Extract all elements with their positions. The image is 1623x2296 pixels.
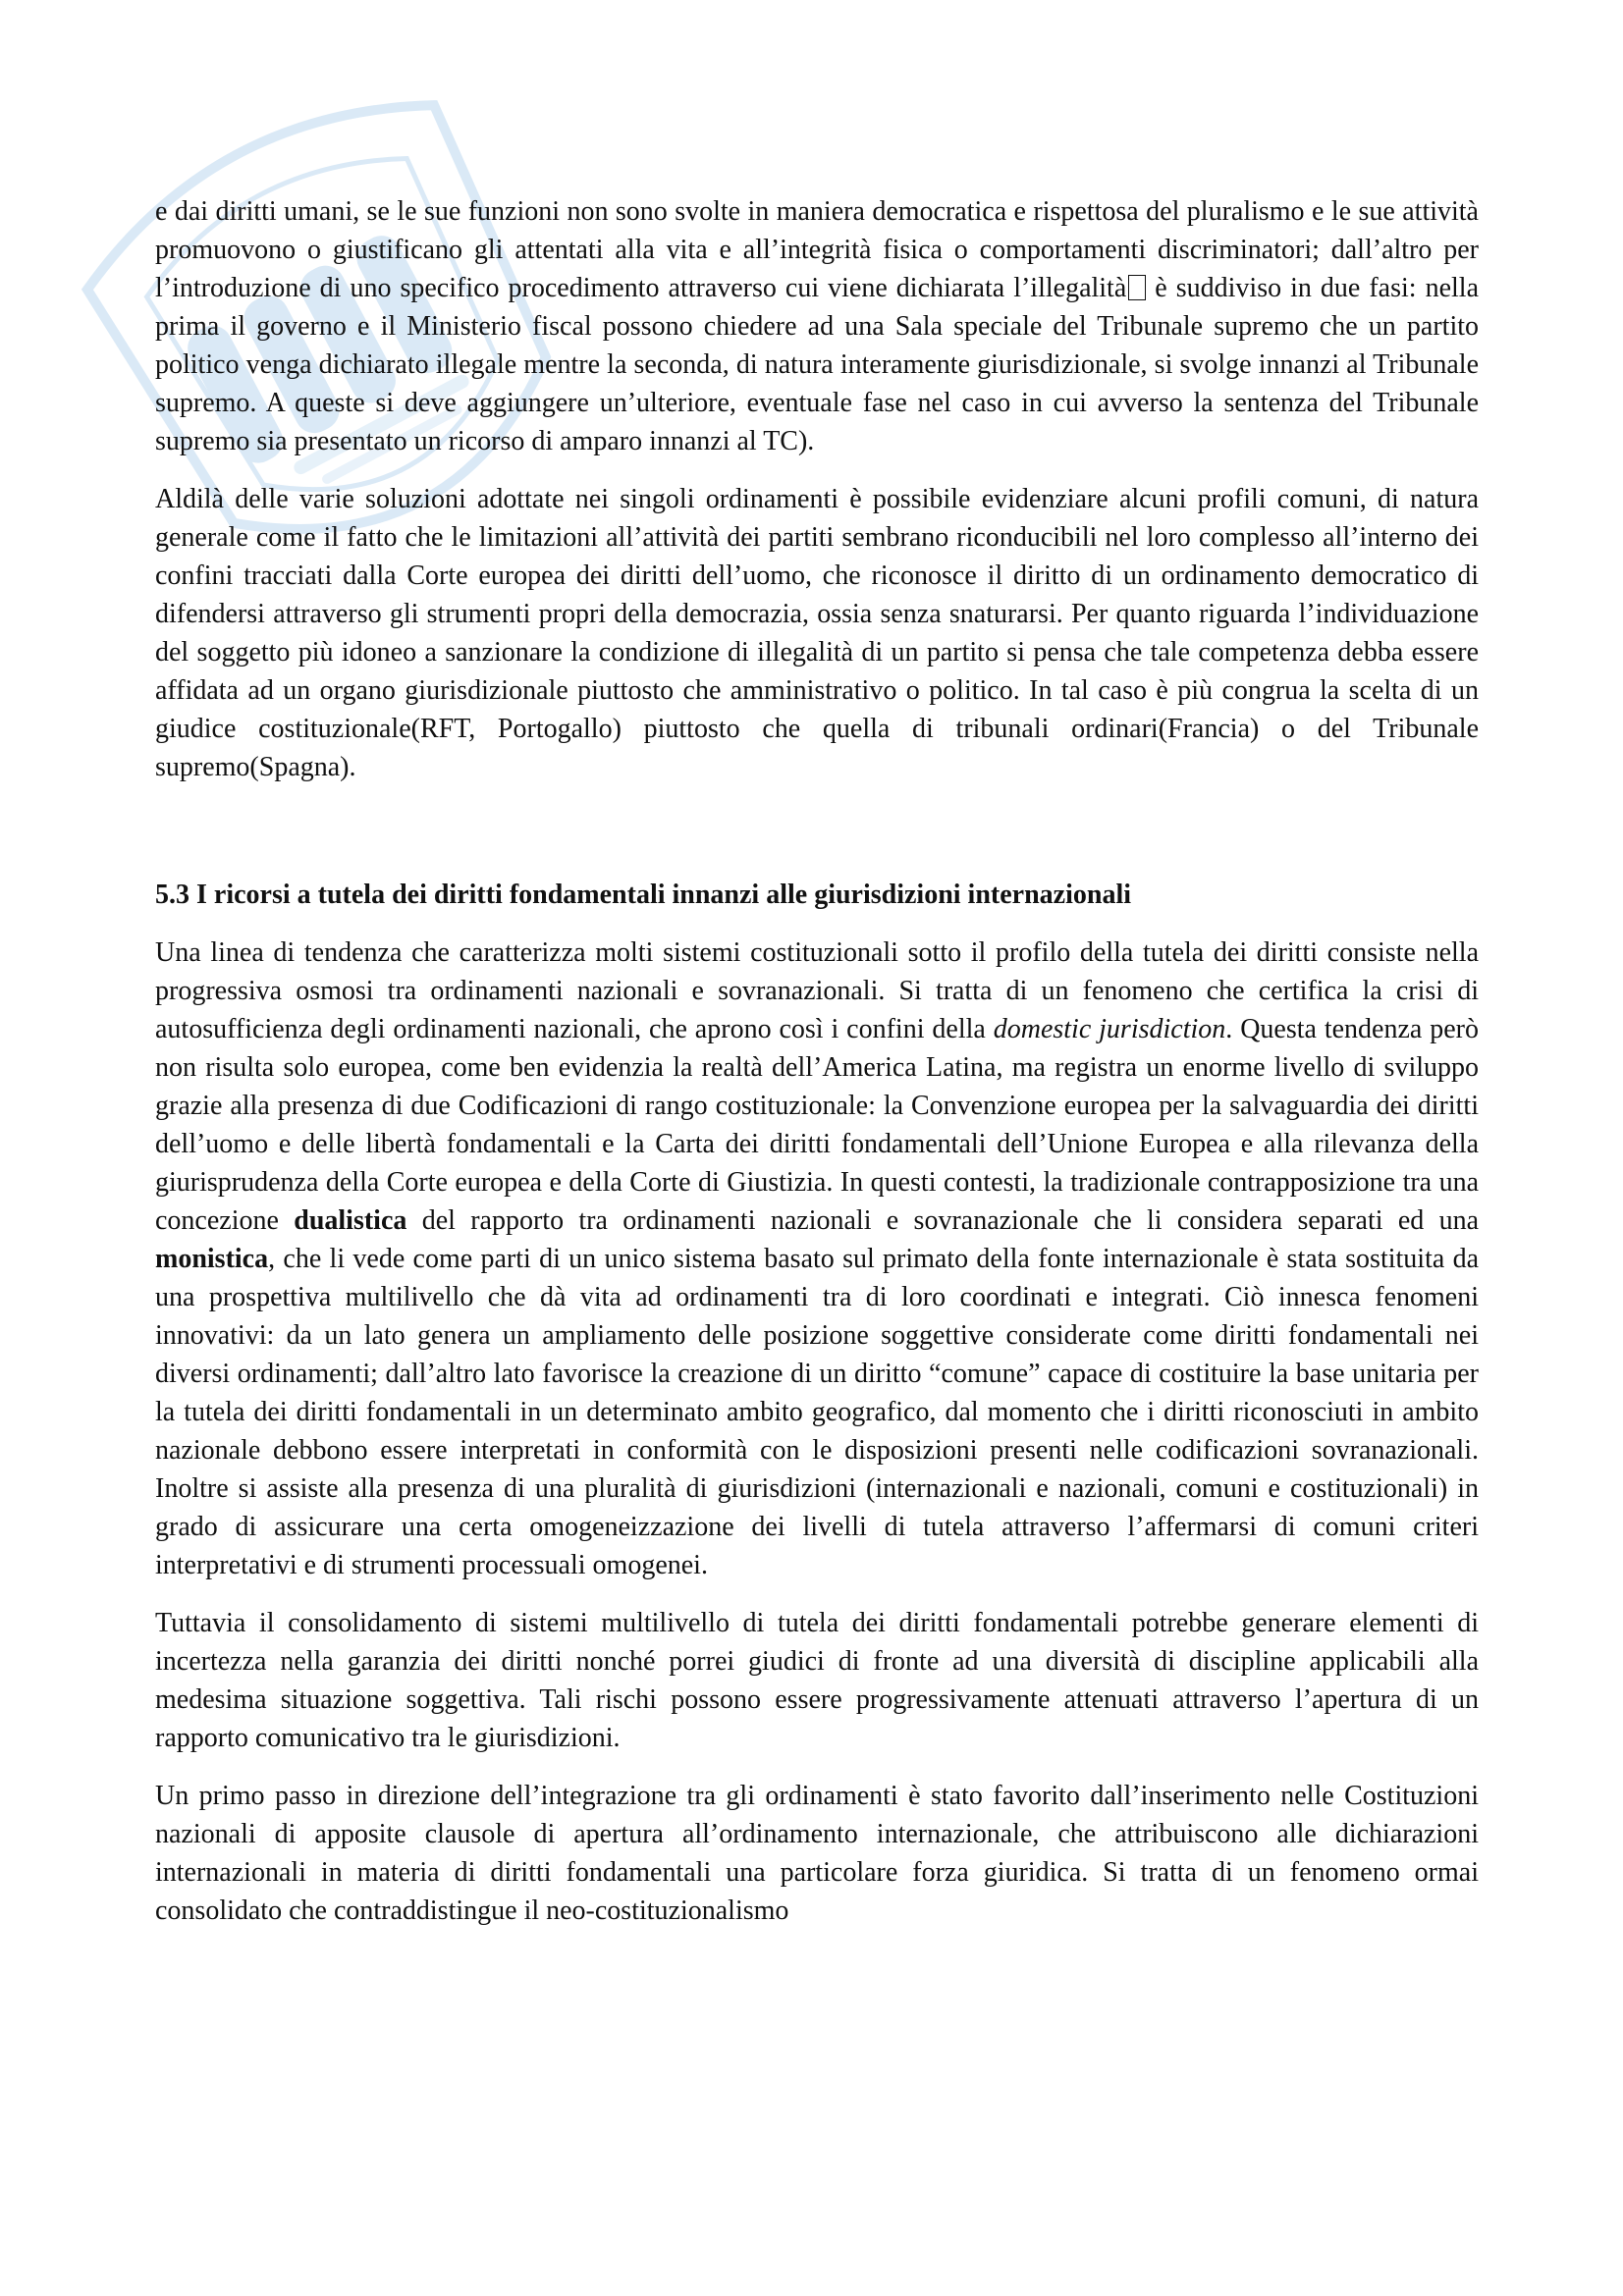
section-heading: 5.3 I ricorsi a tutela dei diritti fondamentali innanzi alle giurisdizioni internazionali <box>155 880 1131 910</box>
paragraph-1 <box>155 192 1479 460</box>
paragraph-3-italic: domestic jurisdiction <box>993 1014 1226 1044</box>
paragraph-3-text-c: del rapporto tra ordinamenti nazionali e sovranazionale che li considera separati ed una <box>406 1205 1479 1236</box>
paragraph-2: Aldilà delle varie soluzioni adottate nei singoli ordinamenti è possibile evidenziare alcuni profili comuni, di natura generale come il fatto che le limitazioni all’attività dei partiti sembrano riconducibili nel loro complesso all’interno dei confini tracciati dalla Corte europea dei diritti dell’uomo, che riconosce il diritto di un ordinamento democratico di difendersi attraverso gli strumenti propri della democrazia, ossia senza snaturarsi. Per quanto riguarda l’individuazione del soggetto più idoneo a sanzionare la condizione di illegalità di un partito si pensa che tale competenza debba essere affidata ad un organo giurisdizionale piuttosto che amministrativo o politico. In tal caso è più congrua la scelta di un giudice costituzionale(RFT, Portogallo) piuttosto che quella di tribunali ordinari(Francia) o del Tribunale supremo(Spagna). <box>155 484 1479 782</box>
paragraph-1-text-a: e dai diritti umani, se le sue funzioni non sono svolte in maniera democratica e rispettosa del pluralismo e le sue attività promuovono o giustificano gli attentati alla vita e all’integrità fisica o comportamenti discriminatori; dall’altro per l’introduzione di uno specifico procedimento attraverso cui viene dichiarata l’illegalità <box>155 196 1479 303</box>
paragraph-1-text-b: è suddiviso in due fasi: nella prima il governo e il Ministerio fiscal possono chiedere ad una Sala speciale del Tribunale supremo che un partito politico venga dichiarato illegale mentre la seconda, di natura interamente giurisdizionale, si svolge innanzi al Tribunale supremo. A queste si deve aggiungere un’ulteriore, eventuale fase nel caso in cui avverso la sentenza del Tribunale supremo sia presentato un ricorso di amparo innanzi al TC). <box>155 273 1479 456</box>
paragraph-3-text-b: . Questa tendenza però non risulta solo europea, come ben evidenzia la realtà dell’America Latina, ma registra un enorme livello di sviluppo grazie alla presenza di due Codificazioni di rango costituzionale: la Convenzione europea per la salvaguardia dei diritti dell’uomo e delle libertà fondamentali e la Carta dei diritti fondamentali dell’Unione Europea e alla rilevanza della giurisprudenza della Corte europea e della Corte di Giustizia. In questi contesti, la tradizionale contrapposizione tra una concezione <box>155 1014 1479 1236</box>
paragraph-5: Un primo passo in direzione dell’integrazione tra gli ordinamenti è stato favorito dall’inserimento nelle Costituzioni nazionali di apposite clausole di apertura all’ordinamento internazionale, che attribuiscono alle dichiarazioni internazionali in materia di diritti fondamentali una particolare forza giuridica. Si tratta di un fenomeno ormai consolidato che contraddistingue il neo-costituzionalismo <box>155 1781 1479 1926</box>
paragraph-3 <box>155 934 1479 1584</box>
paragraph-3-bold-dualistica: dualistica <box>294 1205 407 1236</box>
paragraph-3-text-a: Una linea di tendenza che caratterizza molti sistemi costituzionali sotto il profilo della tutela dei diritti consiste nella progressiva osmosi tra ordinamenti nazionali e sovranazionali. Si tratta di un fenomeno che certifica la crisi di autosufficienza degli ordinamenti nazionali, che aprono così i confini della <box>155 937 1479 1044</box>
document-body <box>155 192 1479 1930</box>
missing-glyph-box <box>1128 275 1146 300</box>
paragraph-3-bold-monistica: monistica <box>155 1244 269 1274</box>
paragraph-3-text-d: , che li vede come parti di un unico sistema basato sul primato della fonte internazionale è stata sostituita da una prospettiva multilivello che dà vita ad ordinamenti tra di loro coordinati e integrati. Ciò innesca fenomeni innovativi: da un lato genera un ampliamento delle posizione soggettive considerate come diritti fondamentali nei diversi ordinamenti; dall’altro lato favorisce la creazione di un diritto “comune” capace di costituire la base unitaria per la tutela dei diritti fondamentali in un determinato ambito geografico, dal momento che i diritti riconosciuti in ambito nazionale debbono essere interpretati in conformità con le disposizioni presenti nelle codificazioni sovranazionali. Inoltre si assiste alla presenza di una pluralità di giurisdizioni (internazionali e nazionali, comuni e costituzionali) in grado di assicurare una certa omogeneizzazione dei livelli di tutela attraverso l’affermarsi di comuni criteri interpretativi e di strumenti processuali omogenei. <box>155 1244 1479 1580</box>
paragraph-4: Tuttavia il consolidamento di sistemi multilivello di tutela dei diritti fondamentali potrebbe generare elementi di incertezza nella garanzia dei diritti nonché porrei giudici di fronte ad una diversità di discipline applicabili alla medesima situazione soggettiva. Tali rischi possono essere progressivamente attenuati attraverso l’apertura di un rapporto comunicativo tra le giurisdizioni. <box>155 1608 1479 1753</box>
